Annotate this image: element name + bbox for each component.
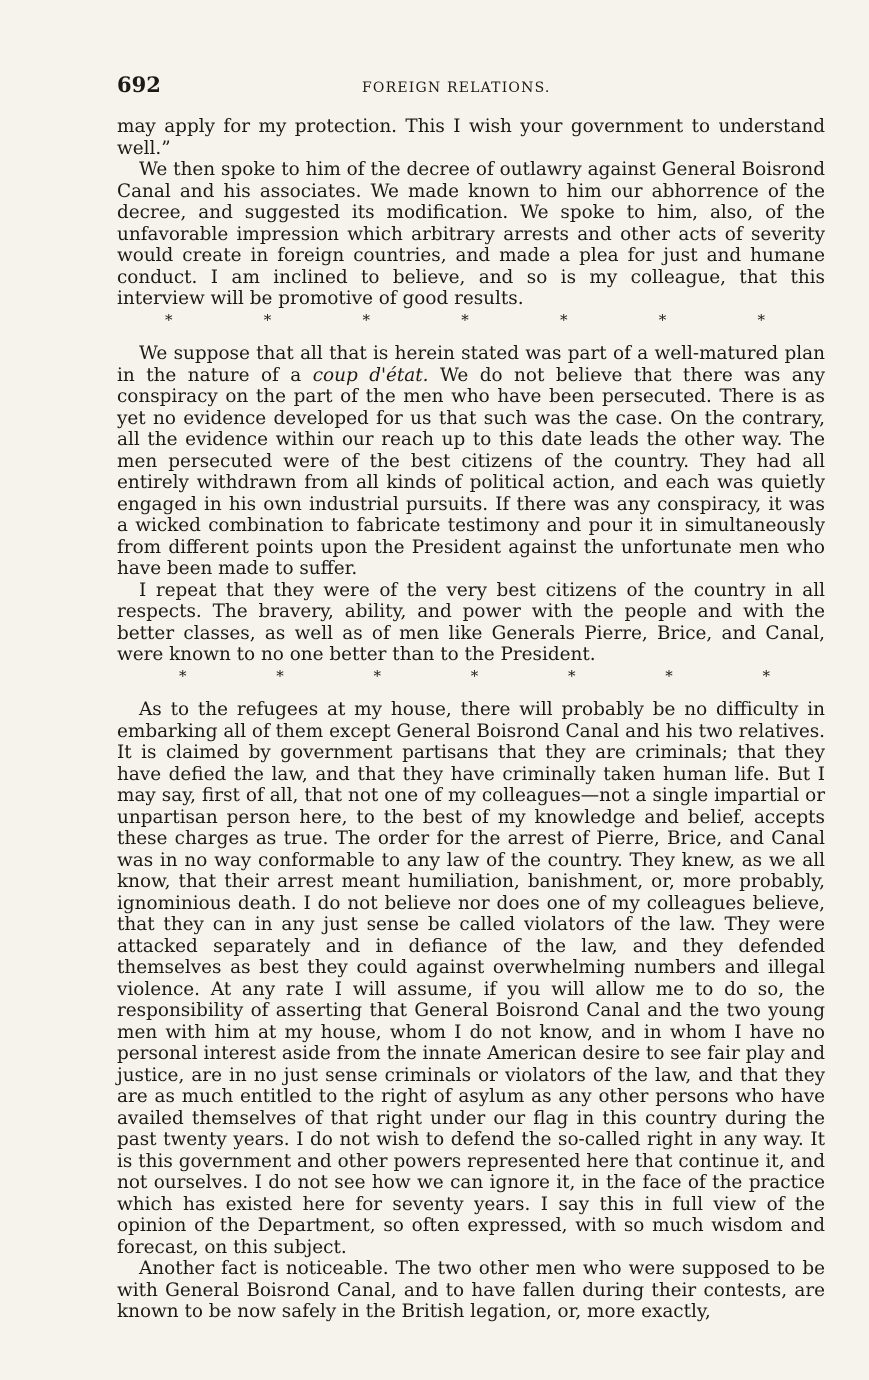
separator-star: * xyxy=(568,666,576,685)
paragraph-2: We then spoke to him of the decree of outlawry against General Boisrond Canal and his associates. We made known to him our abhorrence of the decree, and suggested its modification. We spoke to him, also, of the unfavorable impression which arbitrary arrests and other acts of severity would create in foreign countries, and made a plea for just and humane conduct. I am inclined to believe, and so is my colleague, that this interview will be promotive of good results. xyxy=(117,159,825,309)
paragraph-5: As to the refugees at my house, there will probably be no difficulty in embarking all of them except General Boisrond Canal and his two relatives. It is claimed by government partisans that they are criminals; that they have defied the law, and that they have criminally taken human life. But I may say, first of all, that not one of my colleagues—not a single impartial or unpartisan person here, to the best of my knowledge and belief, accepts these charges as true. The order for the arrest of Pierre, Brice, and Canal was in no way conformable to any law of the country. They knew, as we all know, that their arrest meant humiliation, banishment, or, more probably, ignominious death. I do not believe nor does one of my colleagues believe, that they can in any just sense be called violators of the law. They were attacked separately and in defiance of the law, and they defended themselves as best they could against overwhelming numbers and illegal violence. At any rate I will assume, if you will allow me to do so, the responsibility of asserting that General Boisrond Canal and the two young men with him at my house, whom I do not know, and in whom I have no personal interest aside from the innate American desire to see fair play and justice, are in no just sense criminals or violators of the law, and that they are as much entitled to the right of asylum as any other persons who have availed themselves of that right under our flag in this country during the past twenty years. I do not wish to defend the so-called right in any way. It is this government and other powers represented here that continue it, and not ourselves. I do not see how we can ignore it, in the face of the practice which has existed here for seventy years. I say this in full view of the opinion of the Department, so often expressed, with so much wisdom and forecast, on this subject. xyxy=(117,699,826,1258)
separator-star: * xyxy=(560,310,568,329)
separator-star: * xyxy=(373,666,381,685)
paragraph-3-text-a: We suppose that all that is herein stated was part of a well-matured plan in the nature of a xyxy=(117,343,825,386)
separator-star: * xyxy=(461,310,469,329)
separator-star: * xyxy=(470,666,479,685)
separator-star: * xyxy=(263,310,272,329)
page-body xyxy=(117,116,825,1323)
paragraph-3 xyxy=(117,343,825,580)
separator-star: * xyxy=(165,310,173,329)
page-number: 692 xyxy=(117,72,161,97)
separator-star: * xyxy=(762,666,770,685)
paragraph-6: Another fact is noticeable. The two other men who were supposed to be with General Boisrond Canal, and to have fallen during their contests, are known to be now safely in the British legation, or, more exactly, xyxy=(117,1258,825,1322)
separator-star: * xyxy=(362,310,370,329)
italic-phrase: coup d'état. xyxy=(312,364,429,386)
separator-star: * xyxy=(179,666,187,685)
separator-star: * xyxy=(665,666,673,685)
separator-star: * xyxy=(757,310,765,329)
separator-star: * xyxy=(658,310,667,329)
ellipsis-separator-2 xyxy=(117,666,825,688)
separator-star: * xyxy=(276,666,284,685)
paragraph-3-text-b: We do not believe that there was any conspiracy on the part of the men who have been persecuted. There is as yet no evidence developed for us that such was the case. On the contrary, all the evidence within our reach up to this date leads the other way. The men persecuted were of the best citizens of the country. They had all entirely withdrawn from all kinds of political action, and each was quietly engaged in his own industrial pursuits. If there was any conspiracy, it was a wicked combination to fabricate testimony and pour it in simultaneously from different points upon the President against the unfortunate men who have been made to suffer. xyxy=(117,364,825,579)
running-head: FOREIGN RELATIONS. xyxy=(362,80,551,96)
paragraph-1: may apply for my protection. This I wish your government to understand well.” xyxy=(117,116,825,159)
paragraph-4: I repeat that they were of the very best citizens of the country in all respects. The bravery, ability, and power with the people and with the better classes, as well as of men like Generals Pierre, Brice, and Canal, were known to no one better than to the President. xyxy=(117,579,825,665)
ellipsis-separator-1 xyxy=(117,310,825,332)
page-header xyxy=(117,72,825,116)
